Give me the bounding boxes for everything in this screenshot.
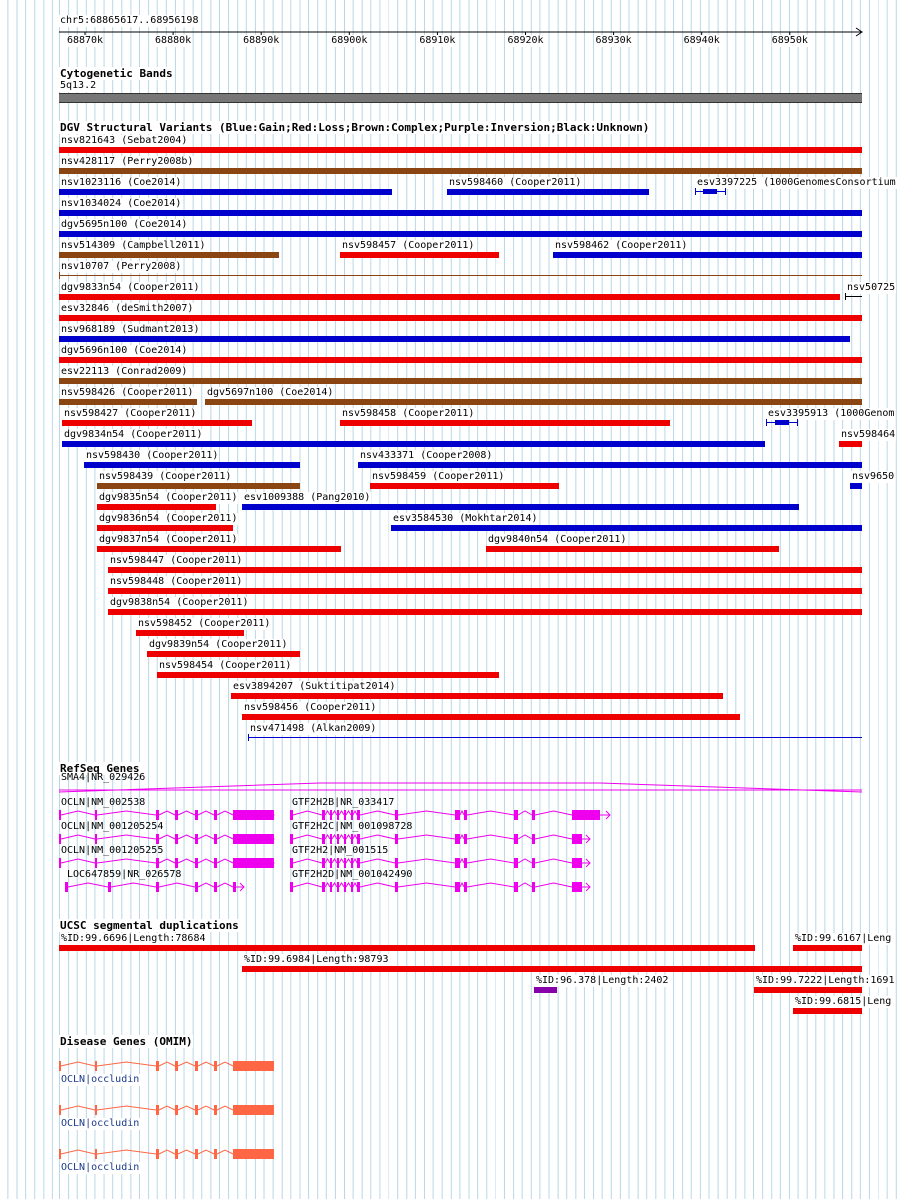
dgv-variant-bar[interactable] bbox=[59, 357, 862, 363]
dgv-variant-tick bbox=[797, 419, 798, 426]
dgv-variant-bar[interactable] bbox=[108, 609, 862, 615]
dgv-variant-bar[interactable] bbox=[340, 420, 670, 426]
dgv-variant-tick bbox=[59, 272, 60, 279]
dgv-variant-label[interactable]: nsv598430 (Cooper2011) bbox=[86, 450, 219, 461]
refseq-gene-label[interactable]: OCLN|NM_001205254 bbox=[61, 821, 164, 832]
refseq-gene-label[interactable]: SMA4|NR_029426 bbox=[61, 772, 146, 783]
refseq-gene-label[interactable]: GTF2H2D|NM_001042490 bbox=[292, 869, 413, 880]
dgv-variant-bar[interactable] bbox=[59, 336, 850, 342]
omim-gene-model[interactable] bbox=[59, 1149, 274, 1159]
dgv-variant-tick bbox=[725, 188, 726, 195]
dgv-variant-tick bbox=[248, 734, 249, 741]
dgv-variant-bar[interactable] bbox=[59, 378, 862, 384]
dgv-variant-label[interactable]: esv3584530 (Mokhtar2014) bbox=[393, 513, 538, 524]
ruler-tick-label: 68870k bbox=[66, 35, 104, 46]
ruler-tick-label: 68910k bbox=[419, 35, 456, 46]
dgv-variant-bar[interactable] bbox=[147, 651, 300, 657]
omim-gene-label[interactable]: OCLN|occludin bbox=[61, 1162, 140, 1173]
segdup-title: UCSC segmental duplications bbox=[60, 919, 239, 932]
dgv-variant-label[interactable]: esv3395913 (1000Genom bbox=[768, 408, 895, 419]
dgv-variant-bar[interactable] bbox=[84, 462, 300, 468]
ruler-position: chr5:68865617..68956198 bbox=[60, 15, 199, 26]
dgv-variant-bar[interactable] bbox=[157, 672, 499, 678]
dgv-variant-label[interactable]: nsv598459 (Cooper2011) bbox=[372, 471, 505, 482]
dgv-variant-line[interactable] bbox=[248, 737, 862, 738]
refseq-gene-model[interactable] bbox=[59, 858, 274, 868]
dgv-variant-bar[interactable] bbox=[62, 441, 765, 447]
segdup-label[interactable]: %ID:99.6984|Length:98793 bbox=[244, 954, 389, 965]
refseq-gene-model[interactable] bbox=[65, 882, 244, 892]
dgv-variant-label[interactable]: nsv598454 (Cooper2011) bbox=[159, 660, 292, 671]
dgv-variant-bar[interactable] bbox=[59, 294, 840, 300]
dgv-variant-label[interactable]: dgv9840n54 (Cooper2011) bbox=[488, 534, 627, 545]
dgv-variant-bar[interactable] bbox=[59, 315, 862, 321]
dgv-variant-bar[interactable] bbox=[97, 483, 300, 489]
dgv-variant-label[interactable]: nsv968189 (Sudmant2013) bbox=[61, 324, 200, 335]
dgv-variant-bar[interactable] bbox=[59, 168, 862, 174]
segdup-label[interactable]: %ID:99.7222|Length:1691 bbox=[756, 975, 895, 986]
dgv-variant-label[interactable]: nsv598462 (Cooper2011) bbox=[555, 240, 688, 251]
segdup-bar[interactable] bbox=[754, 987, 862, 993]
segdup-label[interactable]: %ID:99.6815|Leng bbox=[795, 996, 892, 1007]
dgv-variant-label[interactable]: dgv5695n100 (Coe2014) bbox=[61, 219, 188, 230]
dgv-variant-tick bbox=[845, 293, 846, 300]
omim-title: Disease Genes (OMIM) bbox=[60, 1035, 193, 1048]
dgv-title: DGV Structural Variants (Blue:Gain;Red:Loss;Brown:Complex;Purple:Inversion;Black:Unknown) bbox=[60, 121, 650, 134]
dgv-variant-label[interactable]: nsv598456 (Cooper2011) bbox=[244, 702, 377, 713]
dgv-variant-tick bbox=[695, 188, 696, 195]
dgv-variant-bar[interactable] bbox=[97, 525, 233, 531]
dgv-variant-label[interactable]: nsv598447 (Cooper2011) bbox=[110, 555, 243, 566]
dgv-variant-label[interactable]: nsv10707 (Perry2008) bbox=[61, 261, 182, 272]
dgv-variant-label[interactable]: nsv50725 bbox=[847, 282, 896, 293]
dgv-variant-bar[interactable] bbox=[59, 147, 862, 153]
dgv-variant-bar[interactable] bbox=[370, 483, 559, 489]
cyto-band-bar[interactable] bbox=[59, 93, 862, 103]
dgv-variant-bar[interactable] bbox=[108, 588, 862, 594]
dgv-variant-label[interactable]: dgv5696n100 (Coe2014) bbox=[61, 345, 188, 356]
refseq-gene-model[interactable] bbox=[290, 834, 590, 844]
dgv-variant-bar[interactable] bbox=[59, 252, 279, 258]
dgv-variant-bar[interactable] bbox=[340, 252, 499, 258]
dgv-variant-label[interactable]: esv32846 (deSmith2007) bbox=[61, 303, 194, 314]
refseq-gene-line-sma4[interactable] bbox=[59, 783, 862, 792]
dgv-variant-label[interactable]: dgv9838n54 (Cooper2011) bbox=[110, 597, 249, 608]
omim-gene-model[interactable] bbox=[59, 1105, 274, 1115]
dgv-variant-block[interactable] bbox=[703, 189, 717, 194]
refseq-gene-model[interactable] bbox=[290, 810, 610, 820]
dgv-variant-label[interactable]: nsv598460 (Cooper2011) bbox=[449, 177, 582, 188]
dgv-variant-bar[interactable] bbox=[447, 189, 649, 195]
dgv-variant-label[interactable]: dgv9833n54 (Cooper2011) bbox=[61, 282, 200, 293]
ruler-tick-label: 68920k bbox=[507, 35, 544, 46]
dgv-variant-label[interactable]: nsv598448 (Cooper2011) bbox=[110, 576, 243, 587]
dgv-variant-bar[interactable] bbox=[242, 714, 740, 720]
dgv-variant-label[interactable]: nsv9650 bbox=[852, 471, 895, 482]
ruler-tick-label: 68950k bbox=[771, 35, 808, 46]
dgv-variant-label[interactable]: esv22113 (Conrad2009) bbox=[61, 366, 188, 377]
dgv-variant-block[interactable] bbox=[775, 420, 789, 425]
dgv-variant-line[interactable] bbox=[845, 296, 862, 297]
dgv-variant-label[interactable]: nsv598458 (Cooper2011) bbox=[342, 408, 475, 419]
dgv-variant-label[interactable]: nsv598457 (Cooper2011) bbox=[342, 240, 475, 251]
dgv-variant-line[interactable] bbox=[59, 275, 862, 276]
refseq-gene-model[interactable] bbox=[59, 810, 274, 820]
dgv-variant-label[interactable]: nsv433371 (Cooper2008) bbox=[360, 450, 493, 461]
segdup-bar[interactable] bbox=[534, 987, 557, 993]
omim-gene-model[interactable] bbox=[59, 1061, 274, 1071]
ruler-tick-label: 68900k bbox=[331, 35, 368, 46]
dgv-variant-label[interactable]: dgv9837n54 (Cooper2011) bbox=[99, 534, 238, 545]
dgv-variant-label[interactable]: esv1009388 (Pang2010) bbox=[244, 492, 371, 503]
dgv-variant-label[interactable]: dgv9836n54 (Cooper2011) bbox=[99, 513, 238, 524]
ruler-axis bbox=[0, 0, 890, 60]
refseq-gene-model[interactable] bbox=[290, 882, 590, 892]
dgv-variant-label[interactable]: nsv598427 (Cooper2011) bbox=[64, 408, 197, 419]
dgv-variant-label[interactable]: esv3894207 (Suktitipat2014) bbox=[233, 681, 396, 692]
segdup-label[interactable]: %ID:96.378|Length:2402 bbox=[536, 975, 669, 986]
dgv-variant-bar[interactable] bbox=[108, 567, 862, 573]
refseq-gene-model[interactable] bbox=[59, 834, 274, 844]
dgv-variant-label[interactable]: nsv1034024 (Coe2014) bbox=[61, 198, 182, 209]
dgv-variant-label[interactable]: esv3397225 (1000GenomesConsortium bbox=[697, 177, 896, 188]
ruler-tick-label: 68890k bbox=[243, 35, 280, 46]
ruler-tick-label: 68940k bbox=[683, 35, 720, 46]
refseq-gene-label[interactable]: GTF2H2C|NM_001098728 bbox=[292, 821, 413, 832]
segdup-label[interactable]: %ID:99.6696|Length:78684 bbox=[61, 933, 206, 944]
dgv-variant-bar[interactable] bbox=[839, 441, 862, 447]
dgv-variant-bar[interactable] bbox=[59, 399, 197, 405]
ruler-tick-label: 68880k bbox=[155, 35, 192, 46]
dgv-variant-label[interactable]: nsv1023116 (Coe2014) bbox=[61, 177, 182, 188]
dgv-variant-bar[interactable] bbox=[97, 546, 341, 552]
dgv-variant-label[interactable]: dgv9839n54 (Cooper2011) bbox=[149, 639, 288, 650]
refseq-gene-label[interactable]: GTF2H2|NM_001515 bbox=[292, 845, 389, 856]
dgv-variant-tick bbox=[766, 419, 767, 426]
dgv-variant-label[interactable]: dgv9834n54 (Cooper2011) bbox=[64, 429, 203, 440]
dgv-variant-bar[interactable] bbox=[59, 189, 392, 195]
segdup-bar[interactable] bbox=[793, 945, 862, 951]
ruler-tick-label: 68930k bbox=[595, 35, 632, 46]
refseq-gene-label[interactable]: LOC647859|NR_026578 bbox=[67, 869, 182, 880]
refseq-gene-label[interactable]: OCLN|NM_002538 bbox=[61, 797, 146, 808]
dgv-variant-label[interactable]: dgv9835n54 (Cooper2011) bbox=[99, 492, 238, 503]
dgv-variant-bar[interactable] bbox=[59, 231, 862, 237]
dgv-variant-bar[interactable] bbox=[205, 399, 862, 405]
dgv-variant-label[interactable]: dgv5697n100 (Coe2014) bbox=[207, 387, 334, 398]
segdup-bar[interactable] bbox=[59, 945, 755, 951]
dgv-variant-bar[interactable] bbox=[358, 462, 862, 468]
dgv-variant-label[interactable]: nsv598452 (Cooper2011) bbox=[138, 618, 271, 629]
segdup-label[interactable]: %ID:99.6167|Leng bbox=[795, 933, 892, 944]
dgv-variant-bar[interactable] bbox=[97, 504, 216, 510]
dgv-variant-bar[interactable] bbox=[136, 630, 244, 636]
dgv-variant-label[interactable]: nsv514309 (Campbell2011) bbox=[61, 240, 206, 251]
dgv-variant-bar[interactable] bbox=[62, 420, 252, 426]
dgv-variant-bar[interactable] bbox=[231, 693, 723, 699]
omim-gene-label[interactable]: OCLN|occludin bbox=[61, 1074, 140, 1085]
dgv-variant-label[interactable]: nsv471498 (Alkan2009) bbox=[250, 723, 377, 734]
refseq-gene-label[interactable]: OCLN|NM_001205255 bbox=[61, 845, 164, 856]
dgv-variant-label[interactable]: nsv598439 (Cooper2011) bbox=[99, 471, 232, 482]
segdup-bar[interactable] bbox=[793, 1008, 862, 1014]
dgv-variant-label[interactable]: nsv821643 (Sebat2004) bbox=[61, 135, 188, 146]
dgv-variant-label[interactable]: nsv598464 bbox=[841, 429, 896, 440]
dgv-variant-bar[interactable] bbox=[486, 546, 779, 552]
dgv-variant-bar[interactable] bbox=[553, 252, 862, 258]
dgv-variant-bar[interactable] bbox=[242, 504, 799, 510]
refseq-gene-model[interactable] bbox=[290, 858, 590, 868]
refseq-gene-label[interactable]: GTF2H2B|NR_033417 bbox=[292, 797, 395, 808]
cyto-band-label[interactable]: 5q13.2 bbox=[60, 80, 97, 91]
dgv-variant-label[interactable]: nsv598426 (Cooper2011) bbox=[61, 387, 194, 398]
dgv-variant-bar[interactable] bbox=[59, 210, 862, 216]
refseq-title: RefSeq Genes bbox=[60, 762, 140, 775]
omim-gene-label[interactable]: OCLN|occludin bbox=[61, 1118, 140, 1129]
cyto-title: Cytogenetic Bands bbox=[60, 67, 173, 80]
segdup-bar[interactable] bbox=[242, 966, 862, 972]
dgv-variant-label[interactable]: nsv428117 (Perry2008b) bbox=[61, 156, 194, 167]
dgv-variant-bar[interactable] bbox=[391, 525, 862, 531]
dgv-variant-bar[interactable] bbox=[850, 483, 862, 489]
